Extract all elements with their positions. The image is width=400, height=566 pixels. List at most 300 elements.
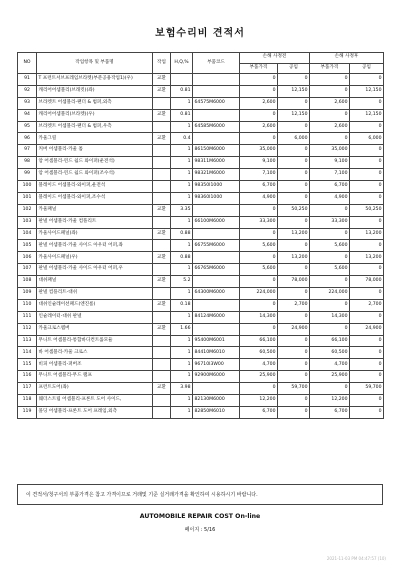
cell-part-code: 98360I1000 xyxy=(193,192,240,204)
cell-work xyxy=(153,347,171,359)
cell-part-code xyxy=(193,252,240,264)
cell-item: 블레이드 어셈블리-와이퍼,조수석 xyxy=(37,192,153,204)
cell-item: 바 어셈블리-카울 크로스 xyxy=(37,347,153,359)
footer-title: AUTOMOBILE REPAIR COST On-line xyxy=(139,513,261,520)
cell-work xyxy=(153,311,171,323)
cell-no: 117 xyxy=(18,383,37,395)
cell-part-price-before: 33,300 xyxy=(240,216,278,228)
cell-item: 캐리어어셈블리(브라켓)(우) xyxy=(37,109,153,121)
cell-labor-after: 0 xyxy=(350,169,384,181)
cell-part-price-after: 0 xyxy=(310,323,350,335)
cell-part-price-before: 25,900 xyxy=(240,371,278,383)
table-row xyxy=(18,216,384,228)
cell-part-code xyxy=(193,299,240,311)
cell-work: 교환 xyxy=(153,109,171,121)
cell-labor-before: 0 xyxy=(278,145,310,157)
cell-item: 카울사이드패널(좌) xyxy=(37,228,153,240)
cell-labor-after: 0 xyxy=(350,121,384,133)
cell-part-price-before: 4,900 xyxy=(240,192,278,204)
print-timestamp: 2021-11-03 PM 04:47:57 (10) xyxy=(326,556,386,561)
cell-part-price-after: 0 xyxy=(310,299,350,311)
table-row xyxy=(18,276,384,288)
cell-labor-after: 0 xyxy=(350,311,384,323)
cell-hq: 0.81 xyxy=(171,85,193,97)
cell-part-price-before: 0 xyxy=(240,109,278,121)
cell-hq: 1 xyxy=(171,169,193,181)
cell-labor-before: 0 xyxy=(278,97,310,109)
cell-item: 비피 어셈블리-퍼버조 xyxy=(37,359,153,371)
cell-work xyxy=(153,145,171,157)
cell-part-price-after: 4,700 xyxy=(310,359,350,371)
cell-part-code: 64300M6000 xyxy=(193,288,240,300)
cell-work xyxy=(153,395,171,407)
cell-labor-after: 50,250 xyxy=(350,204,384,216)
cell-part-price-after: 5,600 xyxy=(310,264,350,276)
cell-no: 104 xyxy=(18,228,37,240)
cell-labor-before: 0 xyxy=(278,121,310,133)
cell-part-code xyxy=(193,228,240,240)
cell-part-price-after: 5,600 xyxy=(310,240,350,252)
cell-no: 93 xyxy=(18,97,37,109)
cell-work: 교환 xyxy=(153,323,171,335)
table-row xyxy=(18,252,384,264)
cell-part-price-after: 0 xyxy=(310,276,350,288)
cell-work xyxy=(153,97,171,109)
cell-part-price-after: 66,100 xyxy=(310,335,350,347)
cell-part-code: 84410M6010 xyxy=(193,347,240,359)
cell-no: 101 xyxy=(18,192,37,204)
cell-part-code: 82130M6000 xyxy=(193,395,240,407)
cell-no: 108 xyxy=(18,276,37,288)
cell-item: 몰딩 어셈블리-프론트 도어 프레임,외측 xyxy=(37,406,153,418)
header-part-code: 부품코드 xyxy=(193,53,240,74)
cell-labor-after: 0 xyxy=(350,240,384,252)
cell-labor-before: 0 xyxy=(278,74,310,86)
cell-labor-before: 24,900 xyxy=(278,323,310,335)
cell-part-price-before: 60,500 xyxy=(240,347,278,359)
table-row xyxy=(18,264,384,276)
cell-hq: 1 xyxy=(171,335,193,347)
cell-labor-after: 12,150 xyxy=(350,109,384,121)
cell-hq: 3.35 xyxy=(171,204,193,216)
cell-item: T 프런트서브프레임브라켓(부분공용작업1)(우) xyxy=(37,74,153,86)
cell-item: 암 어셈블리-윈드 쉴드 와이퍼(조수석) xyxy=(37,169,153,181)
cell-part-price-before: 0 xyxy=(240,383,278,395)
cell-work: 교환 xyxy=(153,204,171,216)
table-row xyxy=(18,323,384,335)
cell-no: 113 xyxy=(18,335,37,347)
cell-work: 교환 xyxy=(153,252,171,264)
table-row xyxy=(18,288,384,300)
cell-part-price-after: 35,000 xyxy=(310,145,350,157)
cell-labor-after: 59,700 xyxy=(350,383,384,395)
cell-no: 102 xyxy=(18,204,37,216)
table-row xyxy=(18,133,384,145)
cell-no: 100 xyxy=(18,181,37,193)
cell-no: 106 xyxy=(18,252,37,264)
cell-part-price-before: 5,600 xyxy=(240,240,278,252)
cell-hq: 0.4 xyxy=(171,133,193,145)
cell-part-price-before: 224,000 xyxy=(240,288,278,300)
cell-labor-after: 0 xyxy=(350,181,384,193)
cell-no: 105 xyxy=(18,240,37,252)
cell-work xyxy=(153,192,171,204)
cell-item: 무니트 어셈블리-통합바디컨트롤모듈 xyxy=(37,335,153,347)
cell-part-price-before: 0 xyxy=(240,74,278,86)
table-row xyxy=(18,157,384,169)
cell-work: 교환 xyxy=(153,74,171,86)
cell-no: 114 xyxy=(18,347,37,359)
cell-part-code: 98350I1000 xyxy=(193,181,240,193)
cell-item: 캐리어어셈블리(브래킷)(좌) xyxy=(37,85,153,97)
cell-part-price-after: 0 xyxy=(310,383,350,395)
table-row xyxy=(18,240,384,252)
cell-part-code: 64585M6000 xyxy=(193,121,240,133)
cell-part-price-before: 4,700 xyxy=(240,359,278,371)
cell-hq: 0.18 xyxy=(171,299,193,311)
cell-part-code: 66100M6000 xyxy=(193,216,240,228)
cell-labor-before: 12,150 xyxy=(278,109,310,121)
cell-hq: 1 xyxy=(171,145,193,157)
header-work: 작업 xyxy=(153,53,171,74)
cell-work xyxy=(153,335,171,347)
cell-no: 92 xyxy=(18,85,37,97)
cell-hq: 0.88 xyxy=(171,252,193,264)
cell-part-price-after: 25,900 xyxy=(310,371,350,383)
cell-part-code xyxy=(193,133,240,145)
cell-labor-before: 0 xyxy=(278,395,310,407)
cell-part-price-after: 0 xyxy=(310,228,350,240)
cell-no: 99 xyxy=(18,169,37,181)
table-row xyxy=(18,109,384,121)
cell-labor-after: 0 xyxy=(350,97,384,109)
cell-item: 판넬 어셈블리-카울 컴플리트 xyxy=(37,216,153,228)
cell-part-code: 82850M6010 xyxy=(193,406,240,418)
cell-no: 116 xyxy=(18,371,37,383)
cell-part-price-before: 2,600 xyxy=(240,97,278,109)
cell-part-price-before: 0 xyxy=(240,133,278,145)
cell-work xyxy=(153,121,171,133)
cell-labor-before: 59,700 xyxy=(278,383,310,395)
cell-item: 판넬 어셈블리-카울 사이드 아우터 어퍼,좌 xyxy=(37,240,153,252)
cell-labor-after: 0 xyxy=(350,192,384,204)
cell-labor-before: 0 xyxy=(278,264,310,276)
table-row xyxy=(18,347,384,359)
cell-part-price-after: 6,700 xyxy=(310,406,350,418)
cell-part-code: 84124M6000 xyxy=(193,311,240,323)
cell-work: 교환 xyxy=(153,85,171,97)
cell-no: 111 xyxy=(18,311,37,323)
table-row xyxy=(18,169,384,181)
disclaimer-note: 이 견적서/청구서의 부품가격은 참고 가격이므로 거래및 기준 실거래가격을 확인하여 시용하시기 바랍니다. xyxy=(17,484,383,505)
cell-part-code: 64575M6000 xyxy=(193,97,240,109)
cell-labor-before: 0 xyxy=(278,169,310,181)
cell-item: 브라켓트 어셈블리-팬더 & 범퍼,외측 xyxy=(37,97,153,109)
cell-part-price-after: 0 xyxy=(310,252,350,264)
cell-part-price-after: 4,900 xyxy=(310,192,350,204)
cell-hq: 1 xyxy=(171,311,193,323)
cell-hq: 1 xyxy=(171,347,193,359)
cell-labor-before: 78,000 xyxy=(278,276,310,288)
cell-no: 103 xyxy=(18,216,37,228)
cell-hq: 0.81 xyxy=(171,109,193,121)
cell-hq: 1 xyxy=(171,216,193,228)
cell-part-price-before: 7,100 xyxy=(240,169,278,181)
cell-part-price-after: 0 xyxy=(310,204,350,216)
cell-labor-before: 0 xyxy=(278,359,310,371)
table-body xyxy=(18,74,384,419)
cell-no: 94 xyxy=(18,109,37,121)
cell-part-price-before: 6,700 xyxy=(240,181,278,193)
cell-labor-before: 0 xyxy=(278,216,310,228)
cell-labor-after: 6,000 xyxy=(350,133,384,145)
table-row xyxy=(18,371,384,383)
cell-item: 카울사이드패널(우) xyxy=(37,252,153,264)
cell-part-price-after: 2,600 xyxy=(310,121,350,133)
cell-labor-after: 13,200 xyxy=(350,228,384,240)
cell-work: 교환 xyxy=(153,383,171,395)
cell-part-code: 95400M6001 xyxy=(193,335,240,347)
cell-labor-before: 0 xyxy=(278,288,310,300)
cell-part-price-after: 0 xyxy=(310,85,350,97)
cell-labor-after: 0 xyxy=(350,264,384,276)
table-row xyxy=(18,311,384,323)
cell-no: 118 xyxy=(18,395,37,407)
cell-labor-before: 0 xyxy=(278,311,310,323)
cell-part-price-before: 14,300 xyxy=(240,311,278,323)
cell-part-price-before: 5,600 xyxy=(240,264,278,276)
cell-labor-after: 13,200 xyxy=(350,252,384,264)
cell-item: 인슐레이터-대쉬 판넬 xyxy=(37,311,153,323)
cell-labor-after: 0 xyxy=(350,157,384,169)
cell-work xyxy=(153,216,171,228)
header-labor-before: 공임 xyxy=(278,63,310,74)
cell-item: 대쉬패널 xyxy=(37,276,153,288)
cell-part-price-before: 0 xyxy=(240,228,278,240)
cell-no: 96 xyxy=(18,133,37,145)
cell-part-code: 98311M6000 xyxy=(193,157,240,169)
cell-part-code: 66755M6000 xyxy=(193,240,240,252)
cell-item: 커버 어셈블리-카울 톱 xyxy=(37,145,153,157)
cell-work xyxy=(153,288,171,300)
cell-no: 97 xyxy=(18,145,37,157)
cell-part-price-before: 9,100 xyxy=(240,157,278,169)
cell-part-code xyxy=(193,74,240,86)
table-row xyxy=(18,97,384,109)
cell-labor-before: 0 xyxy=(278,406,310,418)
cell-item: 카울그릴 xyxy=(37,133,153,145)
cell-labor-after: 0 xyxy=(350,216,384,228)
cell-work: 교환 xyxy=(153,299,171,311)
cell-hq: 3.98 xyxy=(171,383,193,395)
cell-labor-after: 0 xyxy=(350,406,384,418)
cell-labor-before: 13,200 xyxy=(278,228,310,240)
cell-hq: 5.2 xyxy=(171,276,193,288)
cell-part-code xyxy=(193,204,240,216)
cell-no: 109 xyxy=(18,288,37,300)
cell-part-price-after: 14,300 xyxy=(310,311,350,323)
cell-labor-after: 0 xyxy=(350,359,384,371)
cell-labor-before: 2,700 xyxy=(278,299,310,311)
cell-hq xyxy=(171,74,193,86)
cell-part-code: 66765M6000 xyxy=(193,264,240,276)
cell-part-code: 98321M6000 xyxy=(193,169,240,181)
cell-hq: 1 xyxy=(171,181,193,193)
cell-item: 암 어셈블리-윈드 쉴드 와이퍼(운전석) xyxy=(37,157,153,169)
cell-labor-after: 0 xyxy=(350,395,384,407)
cell-item: 블레이드 어셈블리-와이퍼,운전석 xyxy=(37,181,153,193)
cell-hq: 1 xyxy=(171,406,193,418)
cell-labor-before: 0 xyxy=(278,157,310,169)
cell-part-price-after: 2,600 xyxy=(310,97,350,109)
cell-item: 카울패널 xyxy=(37,204,153,216)
cell-labor-after: 0 xyxy=(350,145,384,157)
cell-labor-before: 50,250 xyxy=(278,204,310,216)
cell-labor-after: 0 xyxy=(350,335,384,347)
header-item: 작업항목 및 부품명 xyxy=(37,53,153,74)
cell-labor-before: 6,000 xyxy=(278,133,310,145)
cell-work: 교환 xyxy=(153,276,171,288)
cell-part-price-before: 35,000 xyxy=(240,145,278,157)
estimate-table xyxy=(17,52,384,419)
cell-labor-before: 0 xyxy=(278,347,310,359)
cell-work xyxy=(153,169,171,181)
table-row xyxy=(18,192,384,204)
cell-part-price-after: 60,500 xyxy=(310,347,350,359)
header-no: NO xyxy=(18,53,37,74)
cell-part-code xyxy=(193,109,240,121)
cell-hq: 1 xyxy=(171,395,193,407)
table-row xyxy=(18,335,384,347)
cell-work xyxy=(153,240,171,252)
cell-part-price-before: 0 xyxy=(240,252,278,264)
cell-part-price-before: 0 xyxy=(240,323,278,335)
cell-no: 98 xyxy=(18,157,37,169)
cell-part-price-before: 12,200 xyxy=(240,395,278,407)
cell-part-price-after: 12,200 xyxy=(310,395,350,407)
cell-part-code: 96710I3W00 xyxy=(193,359,240,371)
cell-hq: 0.88 xyxy=(171,228,193,240)
cell-item: 웨더스트립 어셈블리-프론트 도어 사이드, xyxy=(37,395,153,407)
cell-part-price-before: 0 xyxy=(240,85,278,97)
cell-labor-before: 12,150 xyxy=(278,85,310,97)
cell-labor-before: 0 xyxy=(278,240,310,252)
cell-labor-after: 0 xyxy=(350,371,384,383)
cell-part-price-before: 6,700 xyxy=(240,406,278,418)
cell-item: 판넬 어셈블리-카울 사이드 아우터 어퍼,우 xyxy=(37,264,153,276)
cell-labor-after: 2,700 xyxy=(350,299,384,311)
cell-item: 무니트 어셈블리-무드 램프 xyxy=(37,371,153,383)
table-row xyxy=(18,204,384,216)
header-part-price-before: 부품가격 xyxy=(240,63,278,74)
cell-part-price-before: 0 xyxy=(240,204,278,216)
cell-work: 교환 xyxy=(153,133,171,145)
cell-hq: 1 xyxy=(171,192,193,204)
cell-labor-before: 13,200 xyxy=(278,252,310,264)
cell-work: 교환 xyxy=(153,228,171,240)
page-number: 페이지 : 5/16 xyxy=(184,527,216,533)
cell-part-price-after: 0 xyxy=(310,74,350,86)
cell-hq: 1 xyxy=(171,359,193,371)
cell-labor-after: 0 xyxy=(350,288,384,300)
table-row xyxy=(18,145,384,157)
cell-part-price-after: 9,100 xyxy=(310,157,350,169)
cell-hq: 1 xyxy=(171,97,193,109)
cell-part-price-after: 224,000 xyxy=(310,288,350,300)
table-row xyxy=(18,121,384,133)
cell-part-code xyxy=(193,323,240,335)
cell-no: 91 xyxy=(18,74,37,86)
header-hq: H,Q,% xyxy=(171,53,193,74)
cell-part-price-before: 0 xyxy=(240,299,278,311)
cell-work xyxy=(153,359,171,371)
cell-no: 119 xyxy=(18,406,37,418)
cell-part-code: 92900M6000 xyxy=(193,371,240,383)
table-row xyxy=(18,383,384,395)
cell-part-code: 86150M6000 xyxy=(193,145,240,157)
cell-labor-after: 78,000 xyxy=(350,276,384,288)
cell-item: 브라켓트 어셈블리-팬더 & 범퍼,우측 xyxy=(37,121,153,133)
cell-labor-before: 0 xyxy=(278,371,310,383)
cell-item: 프런트도어(좌) xyxy=(37,383,153,395)
table-row xyxy=(18,395,384,407)
cell-labor-after: 24,900 xyxy=(350,323,384,335)
cell-no: 107 xyxy=(18,264,37,276)
cell-part-price-before: 0 xyxy=(240,276,278,288)
document-title: 보험수리비 견적서 xyxy=(155,28,245,39)
cell-work xyxy=(153,406,171,418)
header-after-assessment: 손해 사정후 xyxy=(310,53,384,64)
cell-item: 판넬 컴플리트-대쉬 xyxy=(37,288,153,300)
cell-item: 대쉬인슐레이션패드(엔진룸) xyxy=(37,299,153,311)
cell-work xyxy=(153,157,171,169)
cell-labor-before: 0 xyxy=(278,181,310,193)
cell-labor-after: 0 xyxy=(350,347,384,359)
cell-hq: 1.66 xyxy=(171,323,193,335)
header-part-price-after: 부품가격 xyxy=(310,63,350,74)
cell-work xyxy=(153,264,171,276)
cell-labor-before: 0 xyxy=(278,192,310,204)
table-row xyxy=(18,85,384,97)
cell-work xyxy=(153,371,171,383)
cell-part-price-after: 0 xyxy=(310,109,350,121)
cell-labor-before: 0 xyxy=(278,335,310,347)
cell-part-code xyxy=(193,276,240,288)
table-row xyxy=(18,299,384,311)
table-row xyxy=(18,181,384,193)
cell-no: 95 xyxy=(18,121,37,133)
cell-labor-after: 12,150 xyxy=(350,85,384,97)
cell-hq: 1 xyxy=(171,121,193,133)
cell-part-code xyxy=(193,85,240,97)
table-row xyxy=(18,74,384,86)
cell-part-price-after: 33,300 xyxy=(310,216,350,228)
cell-hq: 1 xyxy=(171,264,193,276)
cell-part-price-before: 66,100 xyxy=(240,335,278,347)
table-row xyxy=(18,359,384,371)
cell-no: 112 xyxy=(18,323,37,335)
header-before-assessment: 손해 사정전 xyxy=(240,53,310,64)
cell-item: 카울크로스멤버 xyxy=(37,323,153,335)
cell-no: 115 xyxy=(18,359,37,371)
cell-part-price-after: 7,100 xyxy=(310,169,350,181)
cell-part-price-after: 6,700 xyxy=(310,181,350,193)
cell-hq: 1 xyxy=(171,371,193,383)
table-header xyxy=(18,53,384,74)
cell-labor-after: 0 xyxy=(350,74,384,86)
cell-work xyxy=(153,181,171,193)
cell-hq: 1 xyxy=(171,288,193,300)
